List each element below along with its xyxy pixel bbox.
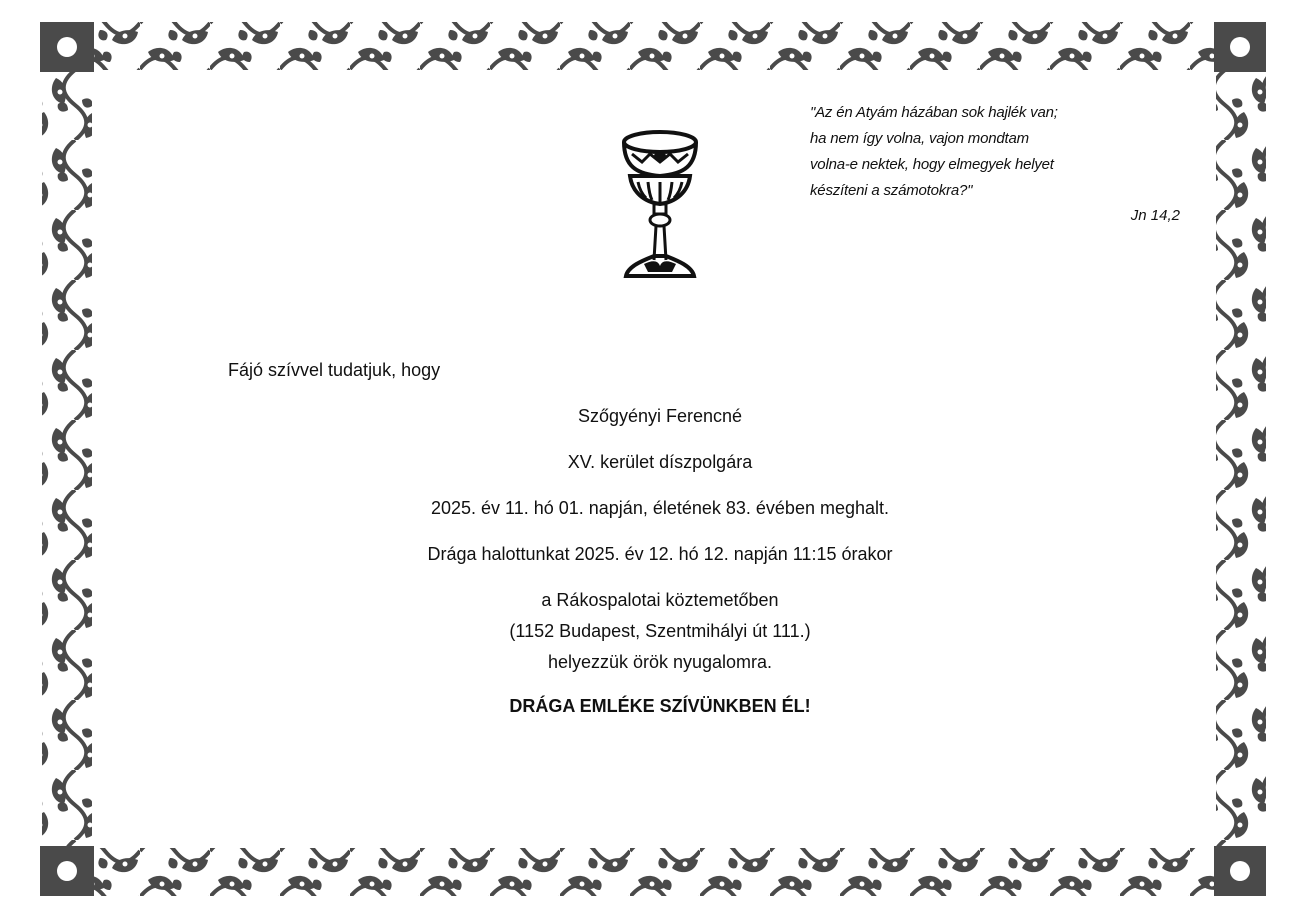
death-date-line: 2025. év 11. hó 01. napján, életének 83. évében meghalt. xyxy=(430,498,889,518)
cemetery-line: a Rákospalotai köztemetőben xyxy=(541,590,779,610)
bible-quote xyxy=(810,100,1110,204)
quote-line: "Az én Atyám házában sok hajlék van; xyxy=(810,104,1058,121)
quote-line: volna-e nektek, hogy elmegyek helyet xyxy=(810,156,1054,173)
quote-line: készíteni a számotokra?" xyxy=(810,182,973,199)
deceased-name: Szőgyényi Ferencné xyxy=(577,406,743,426)
quote-reference: Jn 14,2 xyxy=(1130,207,1180,224)
cemetery-address: (1152 Budapest, Szentmihályi út 111.) xyxy=(509,621,811,641)
rest-line: helyezzük örök nyugalomra. xyxy=(547,652,773,672)
closing-line: DRÁGA EMLÉKE SZÍVÜNKBEN ÉL! xyxy=(509,696,811,716)
funeral-date-line: Drága halottunkat 2025. év 12. hó 12. napján 11:15 órakor xyxy=(427,544,893,564)
deceased-title: XV. kerület díszpolgára xyxy=(567,452,753,472)
chalice-icon xyxy=(614,126,706,284)
quote-line: ha nem így volna, vajon mondtam xyxy=(810,130,1029,147)
intro-text: Fájó szívvel tudatjuk, hogy xyxy=(228,360,441,380)
